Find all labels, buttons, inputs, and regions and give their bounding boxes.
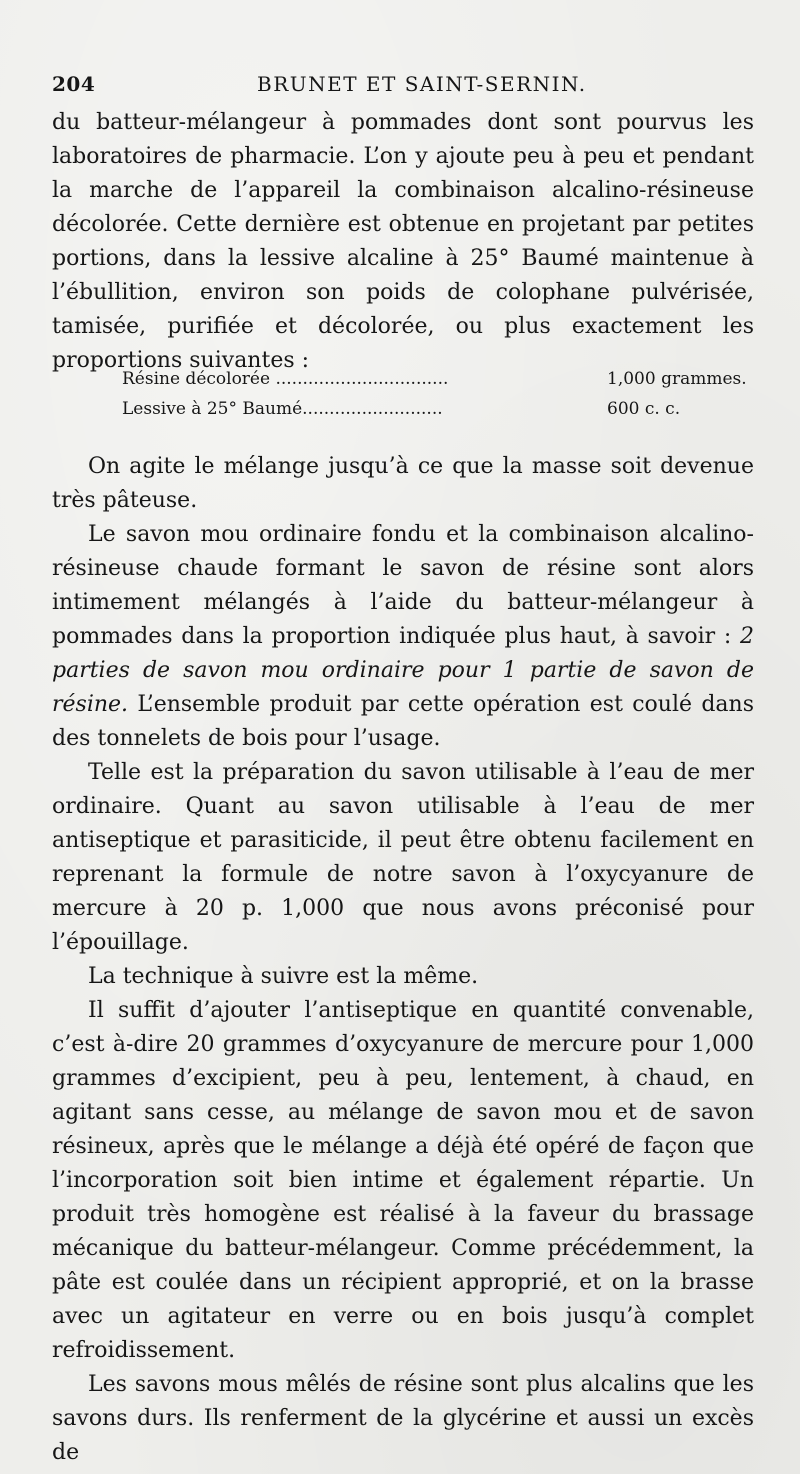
recipe-quantity: 1,000 grammes. (607, 369, 747, 389)
paragraph: Il suffit d’ajouter l’antiseptique en quantité convenable, c’est à-dire 20 grammes d’oxycyanure de mercure pour 1,000 grammes d’excipient, peu à peu, lentement, à chaud, en agitant sans cesse, au mélange de savon mou et de savon résineux, après que le mélange a déjà été opéré de façon que l’incorporation soit bien intime et également répartie. Un produit très homogène est réalisé à la faveur du brassage mécanique du batteur-mélangeur. Comme précédemment, la pâte est coulée dans un récipient approprié, et on la brasse avec un agitateur en verre ou en bois jusqu’à complet refroidissement. (52, 998, 754, 1363)
paragraph: Les savons mous mêlés de résine sont plus alcalins que les savons durs. Ils renferment de la glycérine et aussi un excès de (52, 1372, 754, 1465)
page-number: 204 (52, 72, 96, 96)
italic-proportion: 2 parties de savon mou ordinaire pour 1 partie de savon de résine. (52, 624, 754, 717)
recipe-table (122, 364, 752, 424)
text-block-top (52, 106, 754, 378)
paragraph-text: L’ensemble produit par cette opération est coulé dans des tonnelets de bois pour l’usage. (52, 692, 754, 751)
paragraph (52, 518, 754, 756)
page-header (52, 72, 752, 108)
paragraph: La technique à suivre est la même. (88, 964, 479, 989)
paragraph: Telle est la préparation du savon utilisable à l’eau de mer ordinaire. Quant au savon utilisable à l’eau de mer antiseptique et parasiticide, il peut être obtenu facilement en reprenant la formule de notre savon à l’oxycyanure de mercure à 20 p. 1,000 que nous avons préconisé pour l’épouillage. (52, 760, 754, 955)
recipe-quantity: 600 c. c. (607, 399, 681, 419)
recipe-row (122, 364, 752, 394)
paragraph-text: Le savon mou ordinaire fondu et la combinaison alcalino-résineuse chaude formant le savon de résine sont alors intimement mélangés à l’aide du batteur-mélangeur à pommades dans la proportion indiquée plus haut, à savoir : (52, 522, 754, 649)
paragraph: On agite le mélange jusqu’à ce que la masse soit devenue très pâteuse. (52, 454, 754, 513)
running-head: BRUNET ET SAINT-SERNIN. (257, 72, 587, 96)
text-block-main (52, 450, 754, 1470)
recipe-ingredient: Résine décolorée ................................ (122, 369, 449, 389)
recipe-row (122, 394, 752, 424)
recipe-ingredient: Lessive à 25° Baumé.......................... (122, 399, 443, 419)
paragraph-continuation: du batteur-mélangeur à pommades dont sont pourvus les laboratoires de pharmacie. L’on y ajoute peu à peu et pendant la marche de l’appareil la combinaison alcalino-résineuse décolorée. Cette dernière est obtenue en projetant par petites portions, dans la lessive alcaline à 25° Baumé maintenue à l’ébullition, environ son poids de colophane pulvérisée, tamisée, purifiée et décolorée, ou plus exactement les proportions suivantes : (52, 110, 754, 373)
